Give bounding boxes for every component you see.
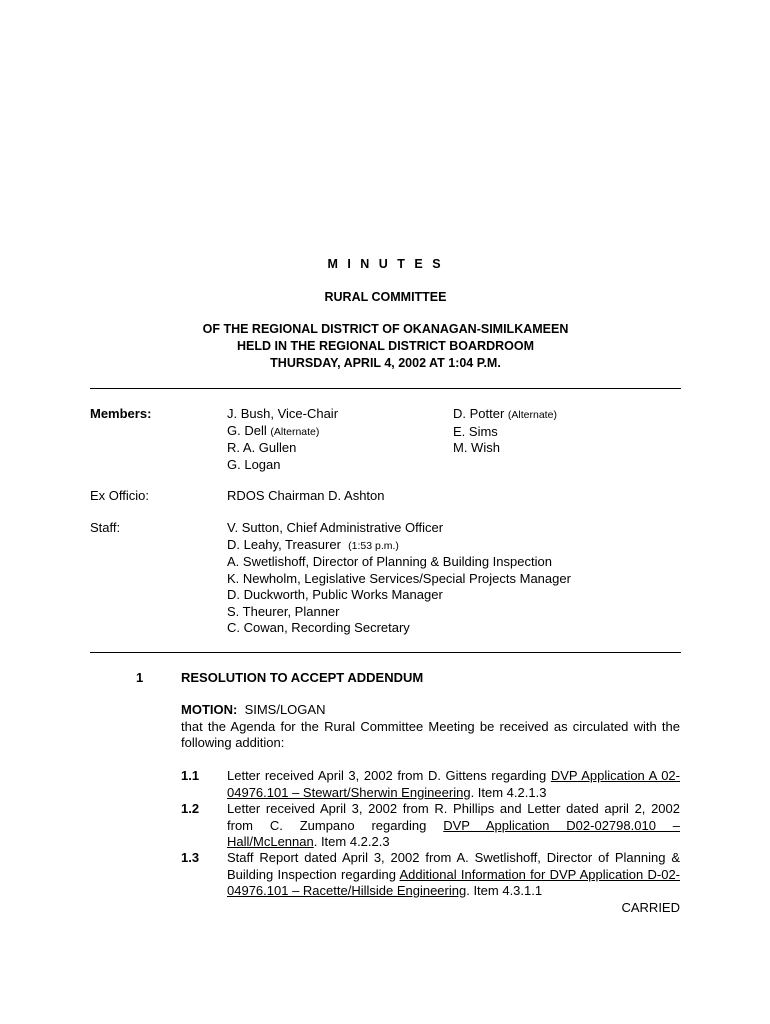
member-name: G. Logan	[227, 456, 281, 472]
motion-line	[181, 702, 680, 719]
meeting-date: THURSDAY, APRIL 4, 2002 AT 1:04 P.M.	[270, 356, 501, 370]
member-entry	[227, 457, 338, 474]
member-name: J. Bush, Vice-Chair	[227, 406, 339, 421]
staff-entry	[227, 587, 571, 604]
item-application-link: DVP Application A 02-04976.101 – Stewart/Sherwin Engineering	[227, 768, 680, 800]
member-entry	[227, 406, 338, 423]
motion-label: MOTION:	[181, 702, 238, 717]
motion-movers: SIMS/LOGAN	[244, 702, 326, 717]
item-text	[227, 850, 680, 900]
members-label: Members:	[90, 406, 152, 421]
staff-entry	[227, 520, 571, 537]
staff-name: C. Cowan, Recording Secretary	[227, 620, 410, 635]
staff-entry	[227, 537, 571, 555]
item-text-a: Letter received April 3, 2002 from D. Gittens regarding	[227, 768, 551, 783]
staff-name: V. Sutton, Chief Administrative Officer	[227, 520, 444, 535]
header-line-1: OF THE REGIONAL DISTRICT OF OKANAGAN-SIMILKAMEEN	[202, 322, 569, 336]
members-column-2	[453, 406, 557, 457]
staff-name: A. Swetlishoff, Director of Planning & Building Inspection	[227, 554, 552, 569]
member-name: D. Potter	[453, 406, 505, 421]
item-text-b: . Item 4.3.1.1	[466, 883, 543, 898]
header-line-2: HELD IN THE REGIONAL DISTRICT BOARDROOM	[237, 339, 534, 353]
member-name: E. Sims	[453, 423, 498, 439]
item-text-b: . Item 4.2.2.3	[313, 834, 390, 849]
section-number: 1	[136, 670, 144, 685]
member-note: (Alternate)	[507, 409, 557, 421]
staff-entry	[227, 620, 571, 637]
staff-note: (1:53 p.m.)	[348, 539, 399, 552]
divider-middle	[90, 652, 681, 653]
member-entry	[227, 423, 338, 441]
item-text	[227, 801, 680, 851]
staff-entry	[227, 604, 571, 621]
staff-name: D. Duckworth, Public Works Manager	[227, 587, 443, 602]
item-text-b: . Item 4.2.1.3	[470, 784, 547, 800]
member-entry	[453, 406, 557, 424]
committee-name: RURAL COMMITTEE	[324, 290, 447, 304]
item-text-a: Staff Report dated April 3, 2002 from A. Swetlishoff, Director of Planning & Building Inspection regarding	[227, 850, 680, 882]
member-note: (Alternate)	[270, 425, 320, 438]
item-number: 1.3	[181, 850, 200, 865]
member-name: R. A. Gullen	[227, 440, 297, 455]
staff-entry	[227, 554, 571, 571]
item-text-a: Letter received April 3, 2002 from R. Phillips and Letter dated april 2, 2002 from C. Zumpano regarding	[227, 801, 680, 833]
member-entry	[453, 424, 557, 441]
item-number: 1.1	[181, 768, 200, 783]
staff-list	[227, 520, 571, 637]
ex-officio-label: Ex Officio:	[90, 488, 150, 503]
section-title: RESOLUTION TO ACCEPT ADDENDUM	[181, 670, 424, 685]
staff-entry	[227, 571, 571, 588]
item-application-link: DVP Application D02-02798.010 – Hall/McLennan	[227, 817, 681, 849]
member-entry	[227, 440, 338, 457]
item-number: 1.2	[181, 801, 200, 816]
staff-label: Staff:	[90, 520, 121, 535]
staff-name: S. Theurer, Planner	[227, 603, 340, 619]
motion-result: CARRIED	[621, 900, 680, 915]
staff-name: K. Newholm, Legislative Services/Special Projects Manager	[227, 570, 571, 586]
motion-block	[181, 702, 680, 752]
staff-name: D. Leahy, Treasurer	[227, 536, 341, 552]
item-application-link: Additional Information for DVP Application D-02-04976.101 – Racette/Hillside Engineering	[227, 866, 680, 898]
member-name: M. Wish	[453, 440, 500, 455]
item-text	[227, 768, 680, 801]
members-column-1	[227, 406, 338, 473]
ex-officio-value: RDOS Chairman D. Ashton	[227, 488, 385, 503]
divider-top	[90, 388, 681, 389]
member-name: G. Dell	[227, 422, 267, 438]
motion-text: that the Agenda for the Rural Committee Meeting be received as circulated with the following addition:	[181, 718, 680, 750]
document-title: M I N U T E S	[327, 257, 444, 271]
member-entry	[453, 440, 557, 457]
